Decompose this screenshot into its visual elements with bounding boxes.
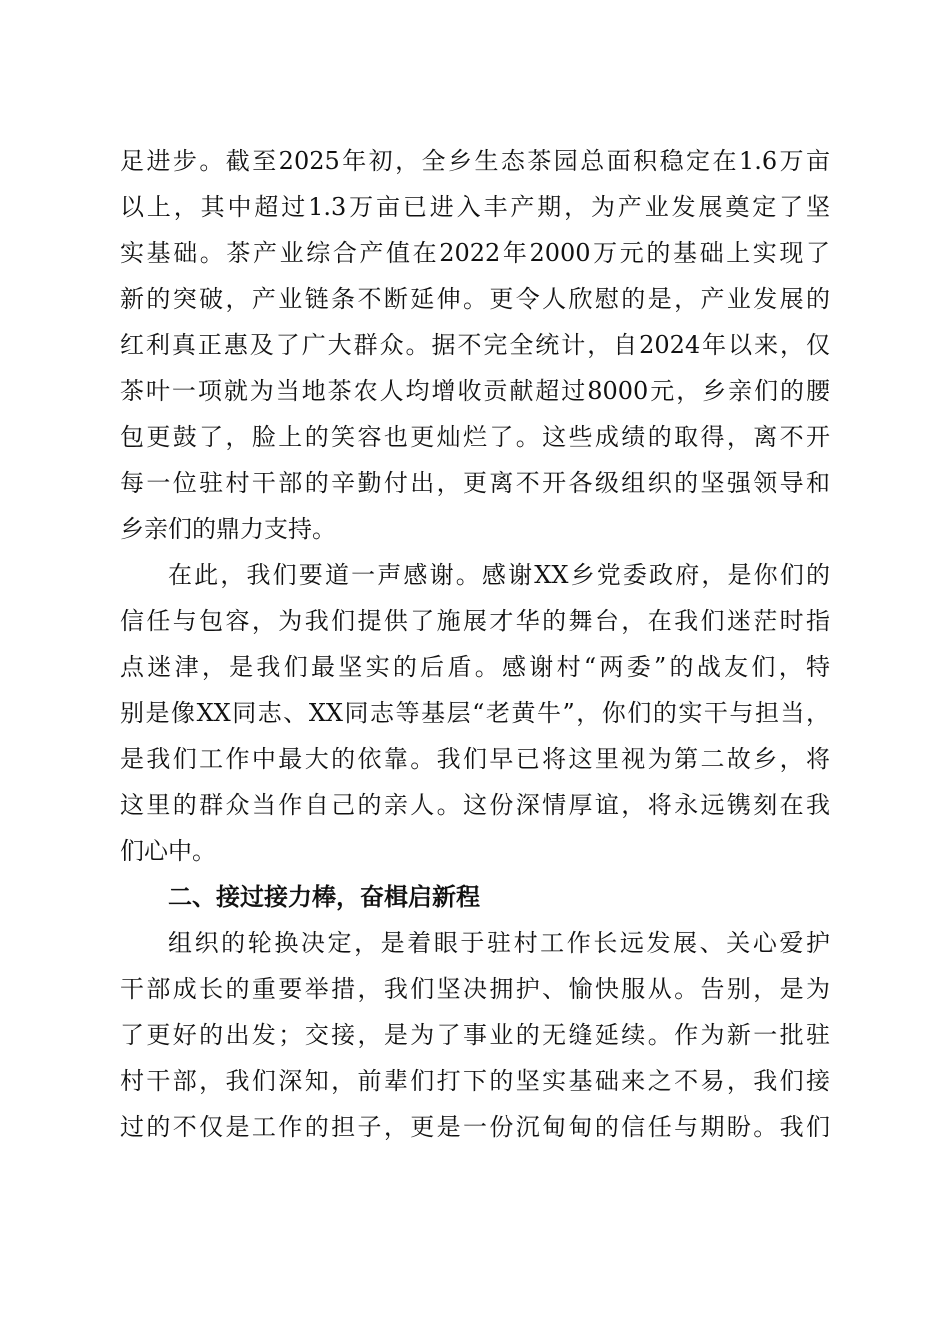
text-line: 在此，我们要道一声感谢。感谢XX乡党委政府，是你们的: [168, 561, 830, 589]
text-line: 新的突破，产业链条不断延伸。更令人欣慰的是，产业发展的: [120, 285, 830, 313]
text-line: 足进步。截至2025年初，全乡生态茶园总面积稳定在1.6万亩: [120, 147, 830, 175]
text-line: 红利真正惠及了广大群众。据不完全统计，自2024年以来，仅: [120, 331, 830, 359]
text-line: 乡亲们的鼎力支持。: [120, 515, 336, 543]
paragraph-achievements: [120, 138, 830, 552]
section-heading: 二、接过接力棒，奋楫启新程: [168, 883, 480, 911]
text-line: 们心中。: [120, 837, 216, 865]
text-line: 是我们工作中最大的依靠。我们早已将这里视为第二故乡，将: [120, 745, 830, 773]
text-line: 过的不仅是工作的担子，更是一份沉甸甸的信任与期盼。我们: [120, 1113, 830, 1141]
paragraph-handover: [120, 920, 830, 1150]
text-line: 茶叶一项就为当地茶农人均增收贡献超过8000元，乡亲们的腰: [120, 377, 830, 405]
document-body: [120, 138, 830, 1150]
text-line: 别是像XX同志、XX同志等基层“老黄牛”，你们的实干与担当，: [120, 699, 830, 727]
text-line: 干部成长的重要举措，我们坚决拥护、愉快服从。告别，是为: [120, 975, 830, 1003]
text-line: 村干部，我们深知，前辈们打下的坚实基础来之不易，我们接: [120, 1067, 830, 1095]
text-line: 组织的轮换决定，是着眼于驻村工作长远发展、关心爱护: [168, 929, 830, 957]
text-line: 点迷津，是我们最坚实的后盾。感谢村“两委”的战友们，特: [120, 653, 830, 681]
text-line: 包更鼓了，脸上的笑容也更灿烂了。这些成绩的取得，离不开: [120, 423, 830, 451]
paragraph-thanks: [120, 552, 830, 874]
text-line: 以上，其中超过1.3万亩已进入丰产期，为产业发展奠定了坚: [120, 193, 830, 221]
text-line: 了更好的出发；交接，是为了事业的无缝延续。作为新一批驻: [120, 1021, 830, 1049]
text-line: 每一位驻村干部的辛勤付出，更离不开各级组织的坚强领导和: [120, 469, 830, 497]
text-line: 实基础。茶产业综合产值在2022年2000万元的基础上实现了: [120, 239, 830, 267]
text-line: 这里的群众当作自己的亲人。这份深情厚谊，将永远镌刻在我: [120, 791, 830, 819]
text-line: 信任与包容，为我们提供了施展才华的舞台，在我们迷茫时指: [120, 607, 830, 635]
